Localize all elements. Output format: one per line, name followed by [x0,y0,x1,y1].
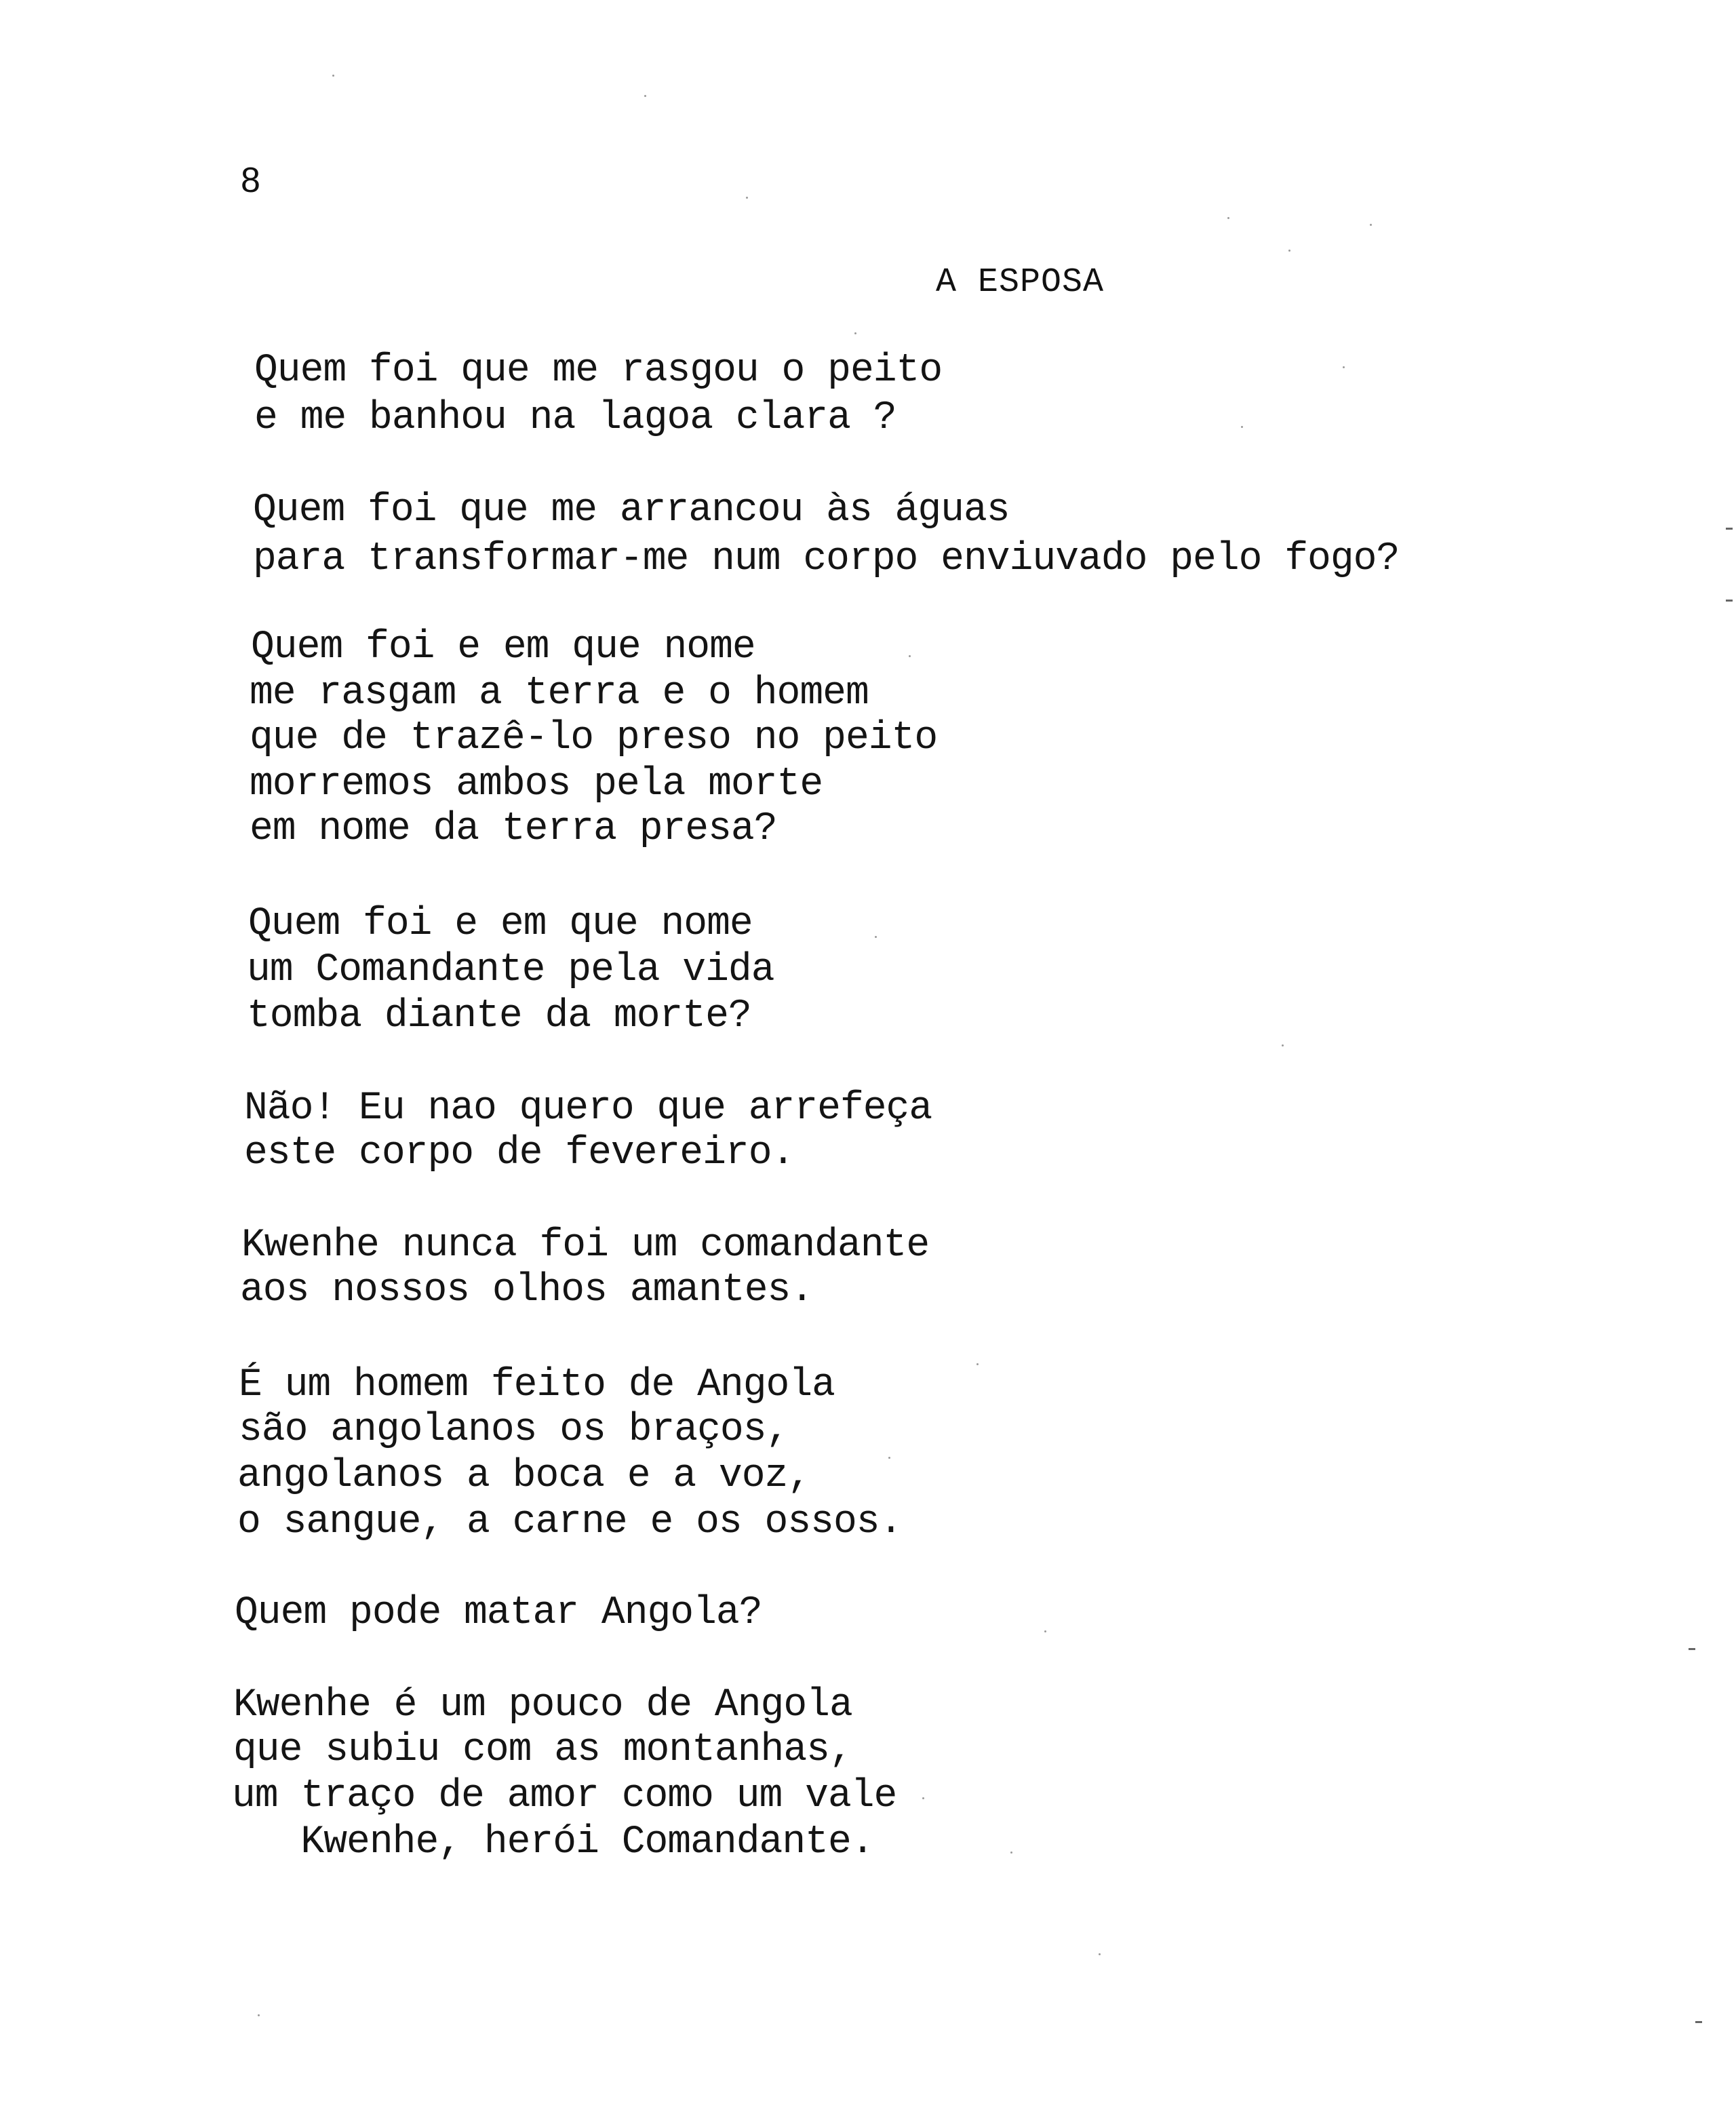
scan-speck [1010,1852,1012,1854]
poem-line: tomba diante da morte? [247,994,751,1038]
poem-line: Kwenhe é um pouco de Angola [233,1683,852,1727]
poem-line: para transformar-me num corpo enviuvado pelo fogo? [253,537,1400,581]
scan-speck [644,95,646,97]
scan-speck [1241,426,1243,428]
scan-mark [1695,2021,1702,2023]
poem-line: Kwenhe, herói Comandante. [232,1820,874,1864]
poem-line: são angolanos os braços, [239,1408,789,1452]
page-number: 8 [241,161,260,200]
poem-line: Não! Eu nao quero que arrefeça [244,1086,932,1131]
scan-speck [332,75,334,77]
poem-line: que subiu com as montanhas, [233,1728,852,1772]
scan-speck [1288,250,1290,252]
scan-speck [1227,217,1229,219]
scan-speck [888,1457,890,1459]
poem-line: um Comandante pela vida [247,948,774,992]
poem-line: Kwenhe nunca foi um comandante [241,1223,930,1268]
scan-speck [909,655,911,657]
poem-line: um traço de amor como um vale [232,1774,897,1818]
poem-line: e me banhou na lagoa clara ? [254,396,896,440]
poem-line: Quem pode matar Angola? [235,1591,762,1635]
scan-speck [1044,1630,1046,1632]
scan-mark [1726,528,1733,530]
poem-line: angolanos a boca e a voz, [237,1454,811,1498]
scan-speck [1282,1044,1284,1046]
poem-line: aos nossos olhos amantes. [240,1268,814,1312]
scan-speck [875,936,877,938]
scan-speck [922,1797,924,1799]
poem-line: o sangue, a carne e os ossos. [237,1500,903,1544]
poem-line: Quem foi que me rasgou o peito [254,349,943,393]
poem-line: em nome da terra presa? [250,807,777,851]
scan-mark [1726,600,1733,602]
scan-speck [258,2014,260,2016]
scan-speck [976,1363,979,1365]
scan-speck [1370,224,1372,226]
poem-line: Quem foi e em que nome [248,902,753,946]
poem-title: A ESPOSA [936,263,1105,302]
poem-line: que de trazê-lo preso no peito [250,716,938,760]
scan-speck [854,332,856,334]
poem-line: Quem foi que me arrancou às águas [253,488,1010,532]
scan-mark [1689,1648,1695,1650]
scan-speck [746,197,748,199]
scan-speck [1343,366,1345,368]
poem-line: me rasgam a terra e o homem [250,671,869,716]
poem-line: Quem foi e em que nome [251,625,755,669]
poem-line: É um homem feito de Angola [239,1363,835,1407]
poem-line: morremos ambos pela morte [250,762,823,806]
scan-speck [1099,1953,1101,1955]
poem-line: este corpo de fevereiro. [244,1131,795,1175]
